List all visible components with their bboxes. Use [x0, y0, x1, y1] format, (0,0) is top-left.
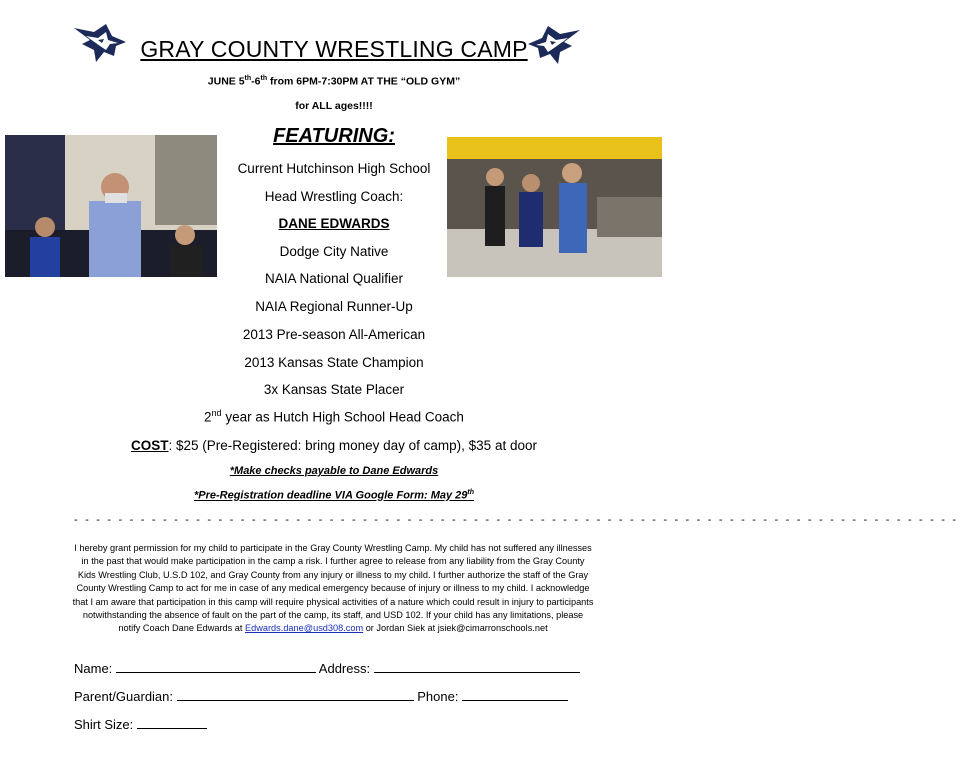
address-label: Address: — [315, 661, 374, 676]
bio-line: Current Hutchinson High School — [237, 161, 431, 176]
cost-label: COST — [131, 438, 169, 453]
bio-line: NAIA Regional Runner-Up — [255, 299, 413, 314]
name-address-row — [74, 660, 580, 676]
bio-line: Head Wrestling Coach: — [264, 189, 404, 204]
featuring-heading: FEATURING: — [273, 125, 395, 147]
cost-text: : $25 (Pre-Registered: bring money day of camp), $35 at door — [168, 438, 537, 453]
parent-field[interactable] — [177, 688, 414, 701]
phone-label: Phone: — [413, 689, 463, 704]
page-title: GRAY COUNTY WRESTLING CAMP — [140, 36, 528, 62]
bio-line: NAIA National Qualifier — [264, 271, 404, 286]
bio-line: 2013 Pre-season All-American — [242, 327, 426, 342]
email-link[interactable]: Edwards.dane@usd308.com — [245, 623, 364, 634]
shirt-size-field[interactable] — [137, 716, 207, 729]
cost-line — [0, 438, 668, 453]
coach-name: DANE EDWARDS — [278, 216, 390, 231]
bio-line: 2013 Kansas State Champion — [244, 355, 424, 370]
bio-line: Dodge City Native — [279, 244, 389, 259]
shirt-label: Shirt Size: — [74, 717, 137, 732]
address-field[interactable] — [374, 660, 580, 673]
shirt-row — [74, 716, 207, 732]
phone-field[interactable] — [462, 688, 568, 701]
checks-note: *Make checks payable to Dane Edwards — [229, 465, 439, 477]
parent-label: Parent/Guardian: — [74, 689, 177, 704]
waiver-paragraph: I hereby grant permission for my child to participate in the Gray County Wrestling Camp. My child has not suffered any illnesses in the past that would make participation in the camp a risk. I further agree to release from any liability from the Gray County Kids Wrestling Club, U.S.D 102, and Gray County from any injury or illness to my child. I further authorize the staff of the Gray County Wrestling Camp to act for me in case of any medical emergency because of injury or illness to my child. I acknowledge that I am aware that participation in this camp will require physical activities of a nature which could result in injury to participants notwithstanding the absence of fault on the part of the camp, its staff, and USD 102. If your child has any limitations, please notify Coach Dane Edwards at Edwards.dane@usd308.com or Jordan Siek at jsiek@cimarronschools.net — [72, 543, 594, 634]
bio-line-year: 2nd year as Hutch High School Head Coach — [204, 408, 464, 425]
bio-line: 3x Kansas State Placer — [263, 382, 405, 397]
deadline-note: *Pre-Registration deadline VIA Google Form: May 29th — [193, 489, 475, 502]
cut-line-divider: - - - - - - - - - - - - - - - - - - - - - - - - - - - - - - - - - - - - - - - - - - - - - - - - - - - - - - - - - - - - - - - - - - - - - - - - - - - - - - - - — [74, 514, 958, 526]
parent-phone-row — [74, 688, 568, 704]
name-label: Name: — [74, 661, 116, 676]
ages-line: for ALL ages!!!! — [295, 100, 373, 112]
date-line: JUNE 5th-6th from 6PM-7:30PM AT THE “OLD GYM” — [207, 75, 461, 88]
name-field[interactable] — [116, 660, 316, 673]
